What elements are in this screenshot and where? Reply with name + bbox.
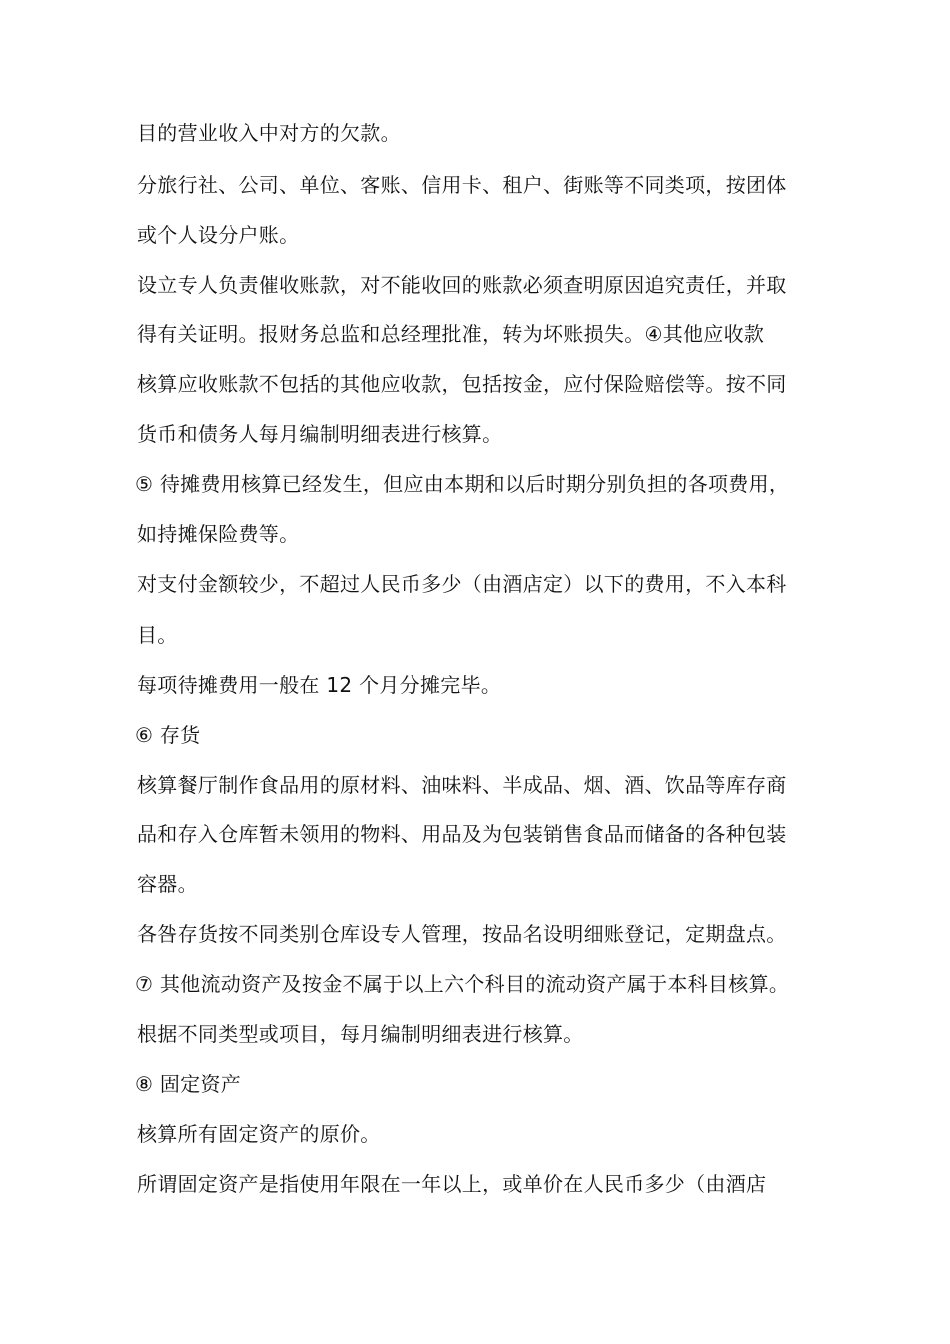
text-line: 每项待摊费用一般在 12 个月分摊完毕。 [137, 673, 502, 697]
section-heading: ⑥ 存货 [135, 723, 201, 747]
text-line: 设立专人负责催收账款，对不能收回的账款必须查明原因追究责任，并取 [137, 273, 787, 297]
text-line: 目的营业收入中对方的欠款。 [137, 121, 401, 145]
text-line: 核算所有固定资产的原价。 [137, 1122, 381, 1146]
text-line: 得有关证明。报财务总监和总经理批准，转为坏账损失。④其他应收款 [137, 322, 765, 346]
text-line: 或个人设分户账。 [137, 223, 300, 247]
text-line: 核算餐厅制作食品用的原材料、油味料、半成品、烟、酒、饮品等库存商 [137, 773, 787, 797]
section-heading: ⑧ 固定资产 [135, 1072, 242, 1096]
text-line: 分旅行社、公司、单位、客账、信用卡、租户、街账等不同类项，按团体 [137, 173, 787, 197]
text-line: 容器。 [137, 872, 198, 896]
text-line: 对支付金额较少，不超过人民币多少（由酒店定）以下的费用，不入本科 [137, 572, 787, 596]
text-line: 各咎存货按不同类别仓库设专人管理，按品名设明细账登记，定期盘点。 [137, 922, 787, 946]
text-line: 核算应收账款不包括的其他应收款，包括按金，应付保险赔偿等。按不同 [137, 372, 787, 396]
text-line: 货币和债务人每月编制明细表进行核算。 [137, 422, 503, 446]
text-line: 目。 [137, 623, 178, 647]
text-line: 如持摊保险费等。 [137, 522, 300, 546]
text-line-numbered: ⑦ 其他流动资产及按金不属于以上六个科目的流动资产属于本科目核算。 [135, 972, 790, 996]
text-line: 根据不同类型或项目，每月编制明细表进行核算。 [137, 1022, 584, 1046]
text-line: 所谓固定资产是指使用年限在一年以上，或单价在人民币多少（由酒店 [137, 1172, 767, 1196]
text-line-numbered: ⑤ 待摊费用核算已经发生，但应由本期和以后时期分别负担的各项费用， [135, 472, 790, 496]
text-line: 品和存入仓库暂未领用的物料、用品及为包装销售食品而储备的各种包装 [137, 822, 787, 846]
